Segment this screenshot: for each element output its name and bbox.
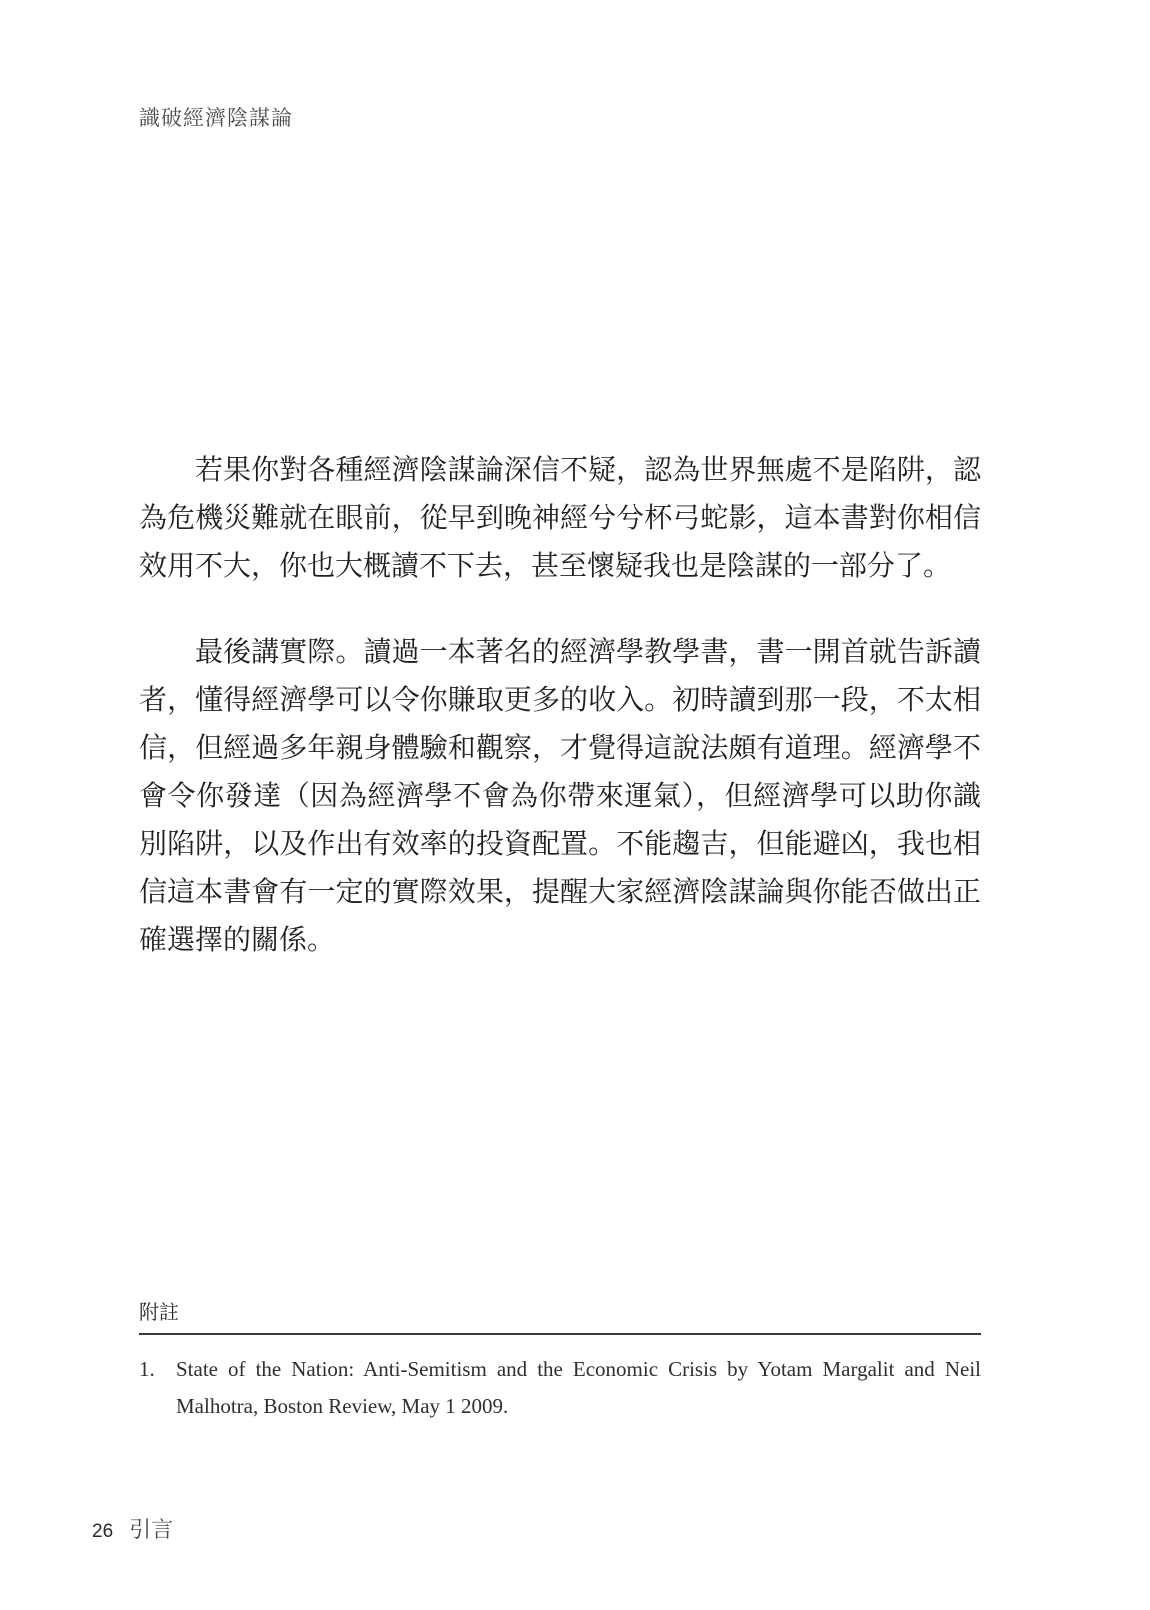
notes-section xyxy=(139,1296,981,1425)
page-number: 26 xyxy=(92,1521,114,1542)
notes-title: 附註 xyxy=(139,1296,981,1335)
page-footer xyxy=(92,1513,173,1544)
paragraph: 若果你對各種經濟陰謀論深信不疑，認為世界無處不是陷阱，認為危機災難就在眼前，從早到晚神經兮兮杯弓蛇影，這本書對你相信效用不大，你也大概讀不下去，甚至懷疑我也是陰謀的一部分了。 xyxy=(139,453,981,582)
section-name: 引言 xyxy=(129,1518,174,1543)
note-number: 1. xyxy=(139,1357,155,1381)
note-text: State of the Nation: Anti-Semitism and the Economic Crisis by Yotam Margalit and Neil Malhotra, Boston Review, May 1 2009. xyxy=(176,1357,981,1418)
paragraph: 最後講實際。讀過一本著名的經濟學教學書，書一開首就告訴讀者，懂得經濟學可以令你賺取更多的收入。初時讀到那一段，不太相信，但經過多年親身體驗和觀察，才覺得這說法頗有道理。經濟學不會令你發達（因為經濟學不會為你帶來運氣），但經濟學可以助你識別陷阱，以及作出有效率的投資配置。不能趨吉，但能避凶，我也相信這本書會有一定的實際效果，提醒大家經濟陰謀論與你能否做出正確選擇的關係。 xyxy=(139,635,981,956)
note-item xyxy=(139,1351,981,1425)
body-text xyxy=(139,446,981,964)
running-header: 識破經濟陰謀論 xyxy=(139,106,293,130)
